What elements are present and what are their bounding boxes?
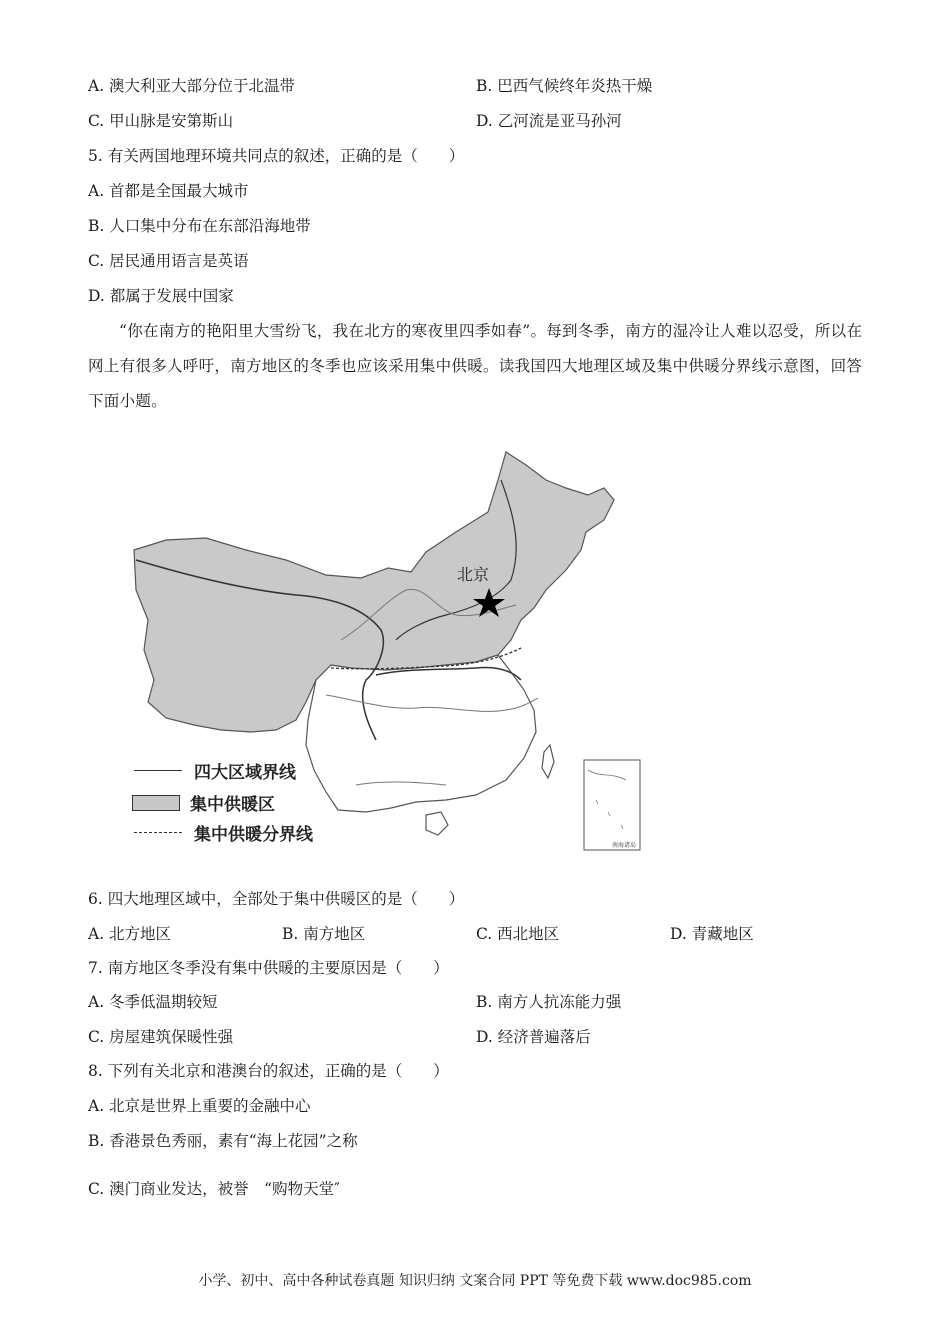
q8-stem: 8. 下列有关北京和港澳台的叙述，正确的是（ ）: [88, 1062, 449, 1080]
q5-option-c: C. 居民通用语言是英语: [88, 252, 249, 270]
legend-heating-boundary: [134, 820, 313, 845]
q6-stem: 6. 四大地理区域中，全部处于集中供暖区的是（ ）: [88, 890, 465, 908]
legend-dashed-line: [134, 832, 182, 833]
legend-gray-box: [132, 795, 180, 811]
china-heating-map: [126, 440, 646, 855]
q5-stem: 5. 有关两国地理环境共同点的叙述，正确的是（ ）: [88, 147, 465, 165]
q4-option-c: C. 甲山脉是安第斯山: [88, 112, 234, 130]
q7-stem: 7. 南方地区冬季没有集中供暖的主要原因是（ ）: [88, 959, 449, 977]
legend-region-boundary-label: 四大区域界线: [194, 763, 296, 783]
q5-option-a: A. 首都是全国最大城市: [88, 182, 249, 200]
inset-label: 南海诸岛: [612, 842, 637, 849]
q6-option-b: B. 南方地区: [282, 925, 366, 943]
taiwan-island: [542, 745, 554, 778]
q8-option-b: B. 香港景色秀丽，素有“海上花园”之称: [88, 1132, 358, 1150]
beijing-label: 北京: [457, 565, 490, 584]
legend-heating-boundary-label: 集中供暖分界线: [194, 825, 313, 845]
q8-option-a: A. 北京是世界上重要的金融中心: [88, 1097, 311, 1115]
q6-option-a: A. 北方地区: [88, 925, 172, 943]
south-region: [306, 655, 536, 812]
q4-option-a: A. 澳大利亚大部分位于北温带: [88, 77, 296, 95]
legend-solid-line: [134, 770, 182, 771]
legend-heating-area-label: 集中供暖区: [190, 795, 275, 815]
q7-option-b: B. 南方人抗冻能力强: [476, 993, 622, 1011]
page-footer: 小学、初中、高中各种试卷真题 知识归纳 文案合同 PPT 等免费下载 www.doc985.com: [198, 1273, 752, 1289]
q7-option-c: C. 房屋建筑保暖性强: [88, 1028, 234, 1046]
q4-option-d: D. 乙河流是亚马孙河: [476, 112, 622, 130]
legend-heating-area: [132, 790, 275, 815]
q6-option-d: D. 青藏地区: [670, 925, 754, 943]
legend-region-boundary: [134, 758, 296, 783]
hainan-island: [426, 812, 448, 835]
south-sea-inset: [584, 760, 640, 850]
reading-passage: “你在南方的艳阳里大雪纷飞，我在北方的寒夜里四季如春”。每到冬季，南方的湿冷让人难以忍受，所以在网上有很多人呼吁，南方地区的冬季也应该采用集中供暖。读我国四大地理区域及集中供暖分界线示意图，回答下面小题。: [88, 322, 863, 410]
q7-option-d: D. 经济普遍落后: [476, 1028, 591, 1046]
q6-option-c: C. 西北地区: [476, 925, 560, 943]
q4-option-b: B. 巴西气候终年炎热干燥: [476, 77, 653, 95]
q5-option-b: B. 人口集中分布在东部沿海地带: [88, 217, 311, 235]
q5-option-d: D. 都属于发展中国家: [88, 287, 234, 305]
q8-option-c: C. 澳门商业发达，被誉 “购物天堂″: [88, 1180, 340, 1198]
q7-option-a: A. 冬季低温期较短: [88, 993, 218, 1011]
